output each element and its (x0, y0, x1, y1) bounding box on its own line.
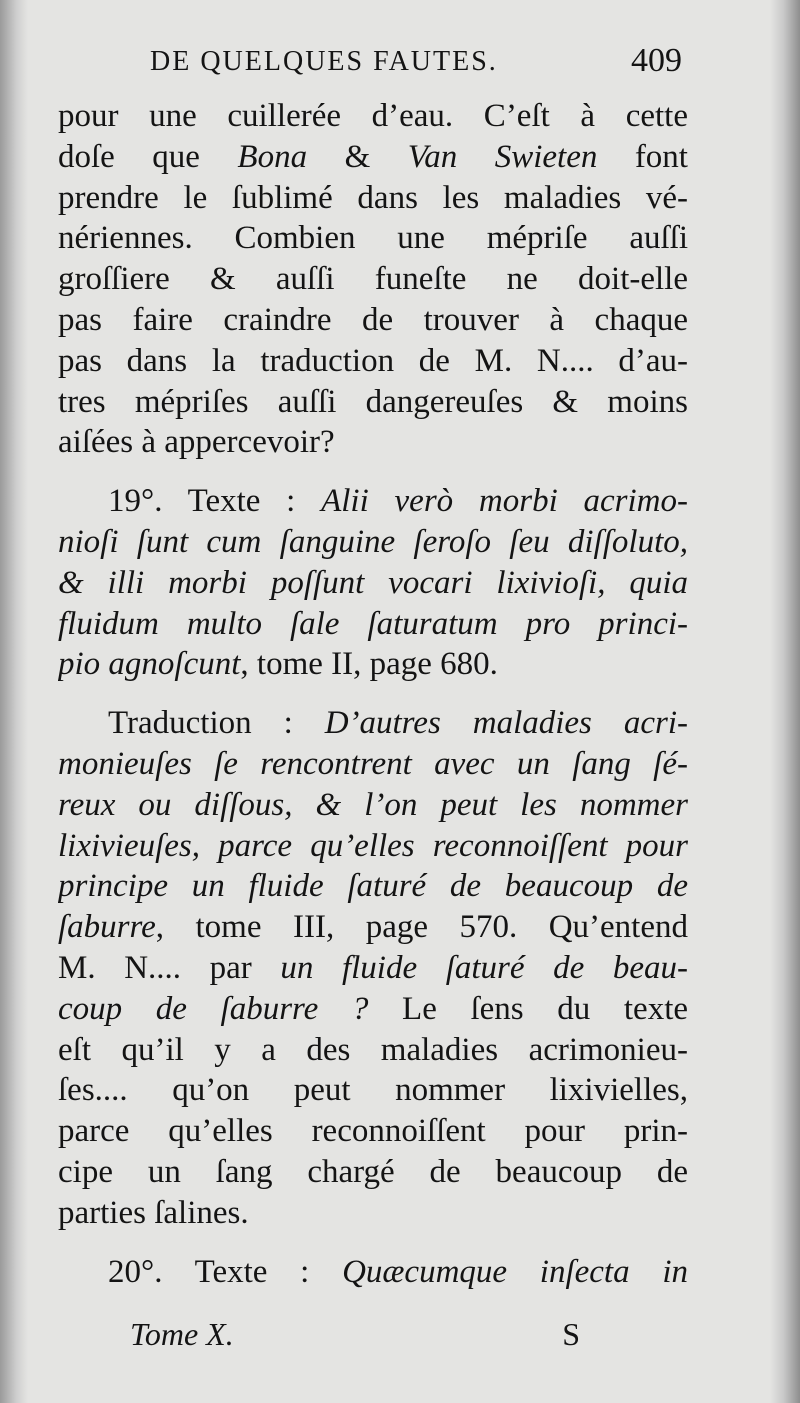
text-line (58, 96, 688, 137)
text-line (58, 948, 688, 989)
text-line (58, 218, 688, 259)
body-text (58, 96, 688, 1292)
roman-segment: groſſiere & auſſi funeſte ne doit-elle (58, 261, 688, 298)
text-line (58, 703, 688, 744)
page-edge-right (770, 0, 800, 1403)
text-line (58, 1070, 688, 1111)
roman-segment: aiſées à appercevoir? (58, 424, 335, 461)
text-line (58, 826, 688, 867)
italic-segment: & illi morbi poſſunt vocari lixivioſi, quia (58, 564, 688, 601)
roman-segment: Le ſens du texte (368, 990, 688, 1027)
page-header (150, 42, 690, 92)
roman-segment: 20°. Texte : (108, 1253, 343, 1290)
roman-segment: nériennes. Combien une mépriſe auſſi (58, 220, 688, 257)
text-line (58, 422, 688, 463)
roman-segment: pour une cuillerée d’eau. C’eſt à cette (58, 98, 688, 134)
italic-segment: monieuſes ſe rencontrent avec un ſang ſé- (58, 745, 688, 782)
roman-segment: 19°. Texte : (108, 483, 322, 520)
roman-segment: pas dans la traduction de M. N.... d’au- (58, 342, 688, 379)
italic-segment: Van Swieten (407, 138, 598, 175)
text-line (58, 137, 688, 178)
roman-segment: Traduction : (108, 705, 325, 742)
roman-segment: parce qu’elles reconnoiſſent pour prin- (58, 1113, 688, 1150)
roman-segment: & (307, 138, 408, 175)
paragraph-gap (58, 463, 688, 481)
roman-segment: prendre le ſublimé dans les maladies vé- (58, 179, 688, 216)
text-line (58, 785, 688, 826)
text-line (58, 300, 688, 341)
text-line (58, 644, 688, 685)
page-footer (130, 1316, 580, 1360)
italic-segment: nioſi ſunt cum ſanguine ſeroſo ſeu diſſoluto, (58, 523, 688, 560)
paragraph-gap (58, 1234, 688, 1252)
italic-segment: D’autres maladies acri- (324, 705, 688, 742)
italic-segment: un fluide ſaturé de beau- (280, 949, 688, 986)
roman-segment: eſt qu’il y a des maladies acrimonieu- (58, 1031, 688, 1068)
italic-segment: fluidum multo ſale ſaturatum pro princi- (58, 605, 688, 642)
roman-segment: tres mépriſes auſſi dangereuſes & moins (58, 383, 688, 420)
italic-segment: Alii verò morbi acrimo- (321, 483, 688, 520)
text-line (58, 866, 688, 907)
text-line (58, 907, 688, 948)
italic-segment: lixivieuſes, parce qu’elles reconnoiſſent pour (58, 827, 688, 864)
text-line (58, 522, 688, 563)
italic-segment: Bona (237, 138, 308, 175)
roman-segment: doſe que (58, 138, 238, 175)
roman-segment: , tome II, page 680. (240, 646, 498, 683)
text-line (58, 604, 688, 645)
roman-segment: M. N.... par (58, 949, 281, 986)
text-line (58, 382, 688, 423)
roman-segment: cipe un ſang chargé de beaucoup de (58, 1153, 688, 1190)
text-line (58, 1111, 688, 1152)
signature-mark: S (562, 1316, 580, 1352)
italic-segment: ſaburre (58, 909, 156, 946)
text-line (58, 1193, 688, 1234)
text-line (58, 1152, 688, 1193)
italic-segment: pio agnoſcunt (58, 646, 241, 683)
page-edge-left (0, 0, 28, 1403)
italic-segment: principe un fluide ſaturé de beaucoup de (58, 868, 688, 905)
text-line (58, 481, 688, 522)
volume-label: Tome X. (130, 1316, 234, 1352)
italic-segment: coup de ſaburre ? (58, 990, 369, 1027)
text-line (58, 563, 688, 604)
roman-segment: parties ſalines. (58, 1194, 249, 1231)
text-line (58, 341, 688, 382)
page-number: 409 (631, 42, 682, 79)
paragraph-gap (58, 685, 688, 703)
text-line (58, 178, 688, 219)
text-line (58, 1030, 688, 1071)
text-line (58, 744, 688, 785)
italic-segment: Quæcumque inſecta in (342, 1253, 688, 1290)
text-line (58, 259, 688, 300)
text-line (58, 1252, 688, 1293)
running-head: DE QUELQUES FAUTES. (150, 46, 498, 77)
italic-segment: reux ou diſſous, & l’on peut les nommer (58, 786, 688, 823)
roman-segment: pas faire craindre de trouver à chaque (58, 301, 688, 338)
roman-segment: , tome III, page 570. Qu’entend (155, 909, 688, 946)
roman-segment: font (597, 138, 688, 175)
roman-segment: ſes.... qu’on peut nommer lixivielles, (58, 1072, 688, 1109)
text-line (58, 989, 688, 1030)
